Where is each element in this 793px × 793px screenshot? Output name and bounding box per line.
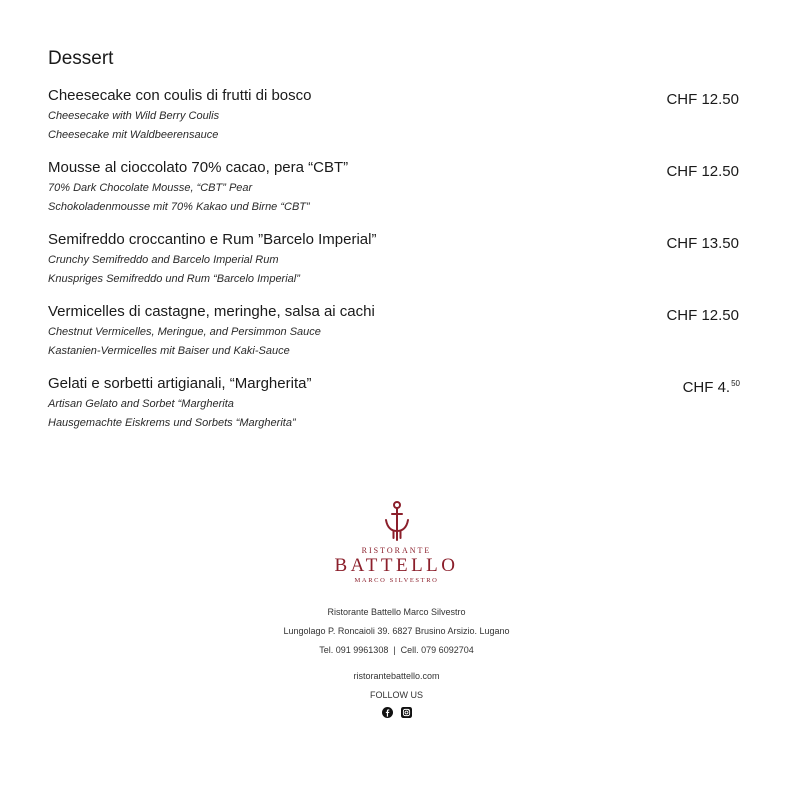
footer-website-link[interactable]: ristorantebattello.com xyxy=(353,671,440,681)
menu-item xyxy=(48,230,742,302)
item-name: Cheesecake con coulis di frutti di bosco xyxy=(48,87,312,104)
menu-item xyxy=(48,302,742,374)
item-german: Knuspriges Semifreddo und Rum “Barcelo Imperial” xyxy=(48,273,300,285)
item-name: Gelati e sorbetti artigianali, “Margherita” xyxy=(48,375,312,392)
item-english: Cheesecake with Wild Berry Coulis xyxy=(48,110,220,122)
item-name: Vermicelles di castagne, meringhe, salsa ai cachi xyxy=(48,303,375,320)
item-german: Cheesecake mit Waldbeerensauce xyxy=(48,129,219,141)
item-english: Chestnut Vermicelles, Meringue, and Persimmon Sauce xyxy=(48,326,321,338)
restaurant-footer xyxy=(0,500,793,718)
item-name: Semifreddo croccantino e Rum ”Barcelo Imperial” xyxy=(48,231,377,248)
anchor-fork-logo-icon xyxy=(382,500,412,542)
logo-battello: BATTELLO xyxy=(334,555,459,576)
section-title: Dessert xyxy=(48,48,114,69)
follow-us-label: FOLLOW US xyxy=(369,690,423,700)
logo-marco-silvestro: MARCO SILVESTRO xyxy=(354,577,439,584)
item-price: CHF 12.50 xyxy=(666,163,739,180)
item-english: Artisan Gelato and Sorbet “Margherita xyxy=(48,398,234,410)
item-german: Hausgemachte Eiskrems und Sorbets “Margherita” xyxy=(48,417,296,429)
menu-item xyxy=(48,374,742,446)
item-price: CHF 4.50 xyxy=(682,379,740,396)
instagram-icon[interactable] xyxy=(401,707,412,718)
menu-item xyxy=(48,158,742,230)
item-german: Kastanien-Vermicelles mit Baiser und Kaki-Sauce xyxy=(48,345,290,357)
menu-item xyxy=(48,86,742,158)
social-links xyxy=(0,707,793,718)
footer-restaurant-name: Ristorante Battello Marco Silvestro xyxy=(327,607,466,617)
logo-ristorante: RISTORANTE xyxy=(361,546,432,555)
item-price: CHF 12.50 xyxy=(666,91,739,108)
item-price: CHF 12.50 xyxy=(666,307,739,324)
item-name: Mousse al cioccolato 70% cacao, pera “CBT” xyxy=(48,159,349,176)
item-german: Schokoladenmousse mit 70% Kakao und Birne “CBT” xyxy=(48,201,310,213)
item-english: Crunchy Semifreddo and Barcelo Imperial Rum xyxy=(48,254,279,266)
item-english: 70% Dark Chocolate Mousse, “CBT” Pear xyxy=(48,182,253,194)
item-price: CHF 13.50 xyxy=(666,235,739,252)
dessert-list xyxy=(48,86,742,446)
footer-phones: Tel. 091 9961308 | Cell. 079 6092704 xyxy=(319,645,474,655)
facebook-icon[interactable] xyxy=(382,707,393,718)
footer-address: Lungolago P. Roncaioli 39. 6827 Brusino Arsizio. Lugano xyxy=(283,626,510,636)
